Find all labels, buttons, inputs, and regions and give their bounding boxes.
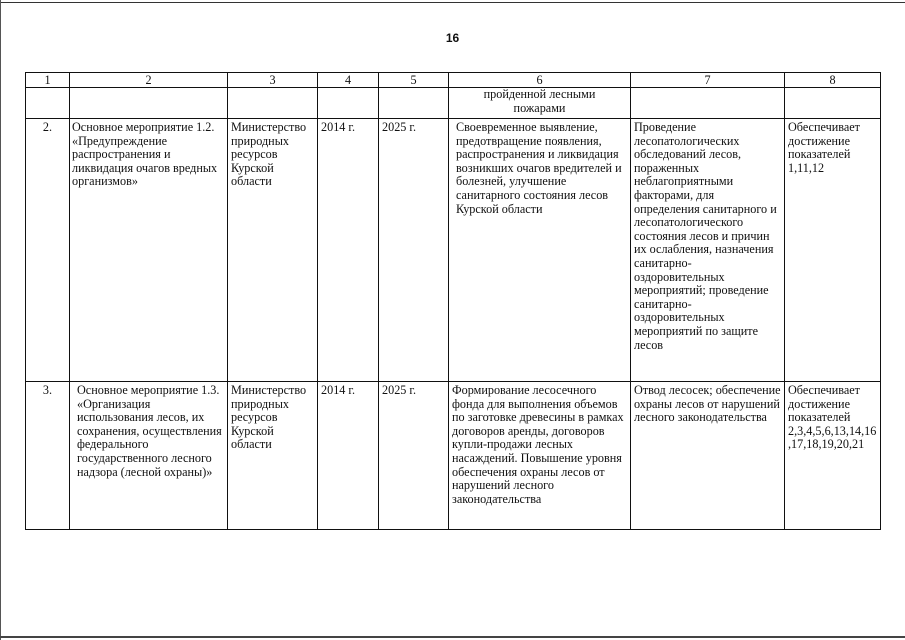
table-row (26, 119, 881, 382)
indicators-cell: Обеспечивает достижение показателей 1,11,12 (785, 119, 881, 382)
page-number: 16 (445, 31, 460, 45)
start-cell: 2014 г. (318, 119, 379, 382)
header-row (26, 73, 881, 88)
result-cell: Формирование лесосечного фонда для выполнения объемов по заготовке древесины в рамках договоров аренды, договоров купли-продажи лесных насаждений. Повышение уровня обеспечения охраны лесов от нарушений лесного законодательства (449, 382, 631, 530)
page-border-top (0, 2, 905, 3)
col-header-3: 3 (228, 73, 318, 88)
cell (318, 88, 379, 119)
row-number: 2. (26, 119, 70, 382)
event-cell: Основное мероприятие 1.3. «Организация использования лесов, их сохранения, осуществления федерального государственного лесного надзора (лесной охраны)» (70, 382, 228, 530)
page-border-left (0, 0, 1, 640)
directions-cell: Отвод лесосек; обеспечение охраны лесов от нарушений лесного законодательства (631, 382, 785, 530)
cell (70, 88, 228, 119)
executor-cell: Министерство природных ресурсов Курской области (228, 119, 318, 382)
start-cell: 2014 г. (318, 382, 379, 530)
page-border-bottom (0, 636, 905, 638)
col-header-2: 2 (70, 73, 228, 88)
end-cell: 2025 г. (379, 119, 449, 382)
measures-table (25, 72, 881, 530)
executor-cell: Министерство природных ресурсов Курской области (228, 382, 318, 530)
col-header-1: 1 (26, 73, 70, 88)
end-cell: 2025 г. (379, 382, 449, 530)
event-cell: Основное мероприятие 1.2. «Предупреждение распространения и ликвидация очагов вредных организмов» (70, 119, 228, 382)
continuation-result-cell: пройденной лесными пожарами (449, 88, 631, 119)
continuation-row (26, 88, 881, 119)
col-header-8: 8 (785, 73, 881, 88)
col-header-4: 4 (318, 73, 379, 88)
cell (379, 88, 449, 119)
cell (631, 88, 785, 119)
col-header-5: 5 (379, 73, 449, 88)
table-row (26, 382, 881, 530)
indicators-cell: Обеспечивает достижение показателей 2,3,4,5,6,13,14,16,17,18,19,20,21 (785, 382, 881, 530)
directions-cell: Проведение лесопатологических обследований лесов, пораженных неблагоприятными факторами, для определения санитарного и лесопатологического состояния лесов и причин их ослабления, назначения санитарно-оздоровительных мероприятий; проведение санитарно-оздоровительных мероприятий по защите лесов (631, 119, 785, 382)
result-cell: Своевременное выявление, предотвращение появления, распространения и ликвидация возникших очагов вредителей и болезней, улучшение санитарного состояния лесов Курской области (449, 119, 631, 382)
cell (785, 88, 881, 119)
col-header-6: 6 (449, 73, 631, 88)
cell (228, 88, 318, 119)
cell (26, 88, 70, 119)
col-header-7: 7 (631, 73, 785, 88)
row-number: 3. (26, 382, 70, 530)
